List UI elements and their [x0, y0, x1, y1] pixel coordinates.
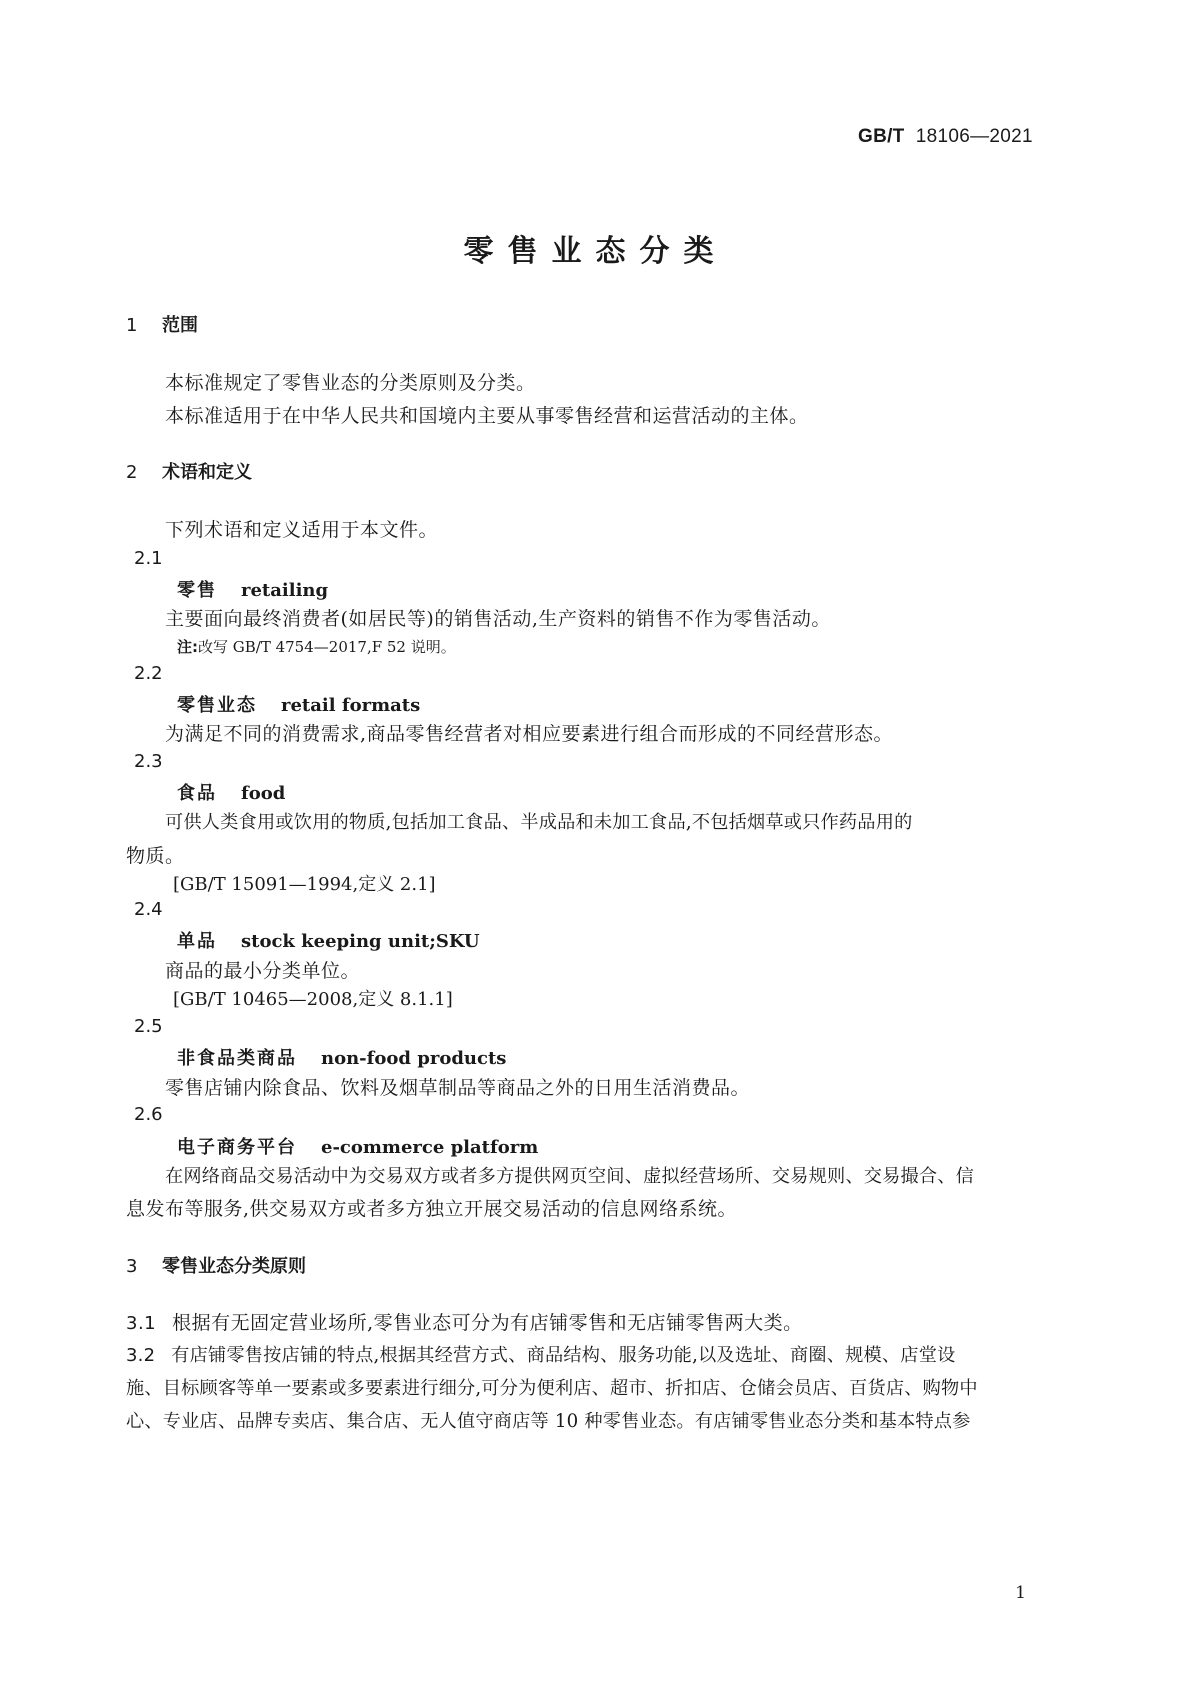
term-definition: 商品的最小分类单位。 [165, 960, 361, 982]
term-number: 2.1 [134, 548, 163, 569]
term-number: 2.4 [134, 899, 163, 920]
term-source: [GB/T 10465—2008,定义 8.1.1] [173, 989, 453, 1010]
section-heading-2: 2 术语和定义 [126, 462, 252, 483]
term-definition: 零售店铺内除食品、饮料及烟草制品等商品之外的日用生活消费品。 [165, 1077, 751, 1099]
clause-3-2-continued: 心、专业店、品牌专卖店、集合店、无人值守商店等 10 种零售业态。有店铺零售业态分类和基本特点参 [126, 1411, 971, 1432]
term-number: 2.6 [134, 1104, 163, 1125]
standard-code: GB/T 18106—2021 [858, 126, 1033, 147]
term-definition: 在网络商品交易活动中为交易双方或者多方提供网页空间、虚拟经营场所、交易规则、交易撮合、信 [165, 1166, 975, 1187]
term-heading: 电子商务平台 e-commerce platform [177, 1137, 539, 1158]
paragraph: 本标准规定了零售业态的分类原则及分类。 [165, 372, 536, 394]
section-heading-3: 3 零售业态分类原则 [126, 1256, 306, 1277]
clause-3-2: 3.2 有店铺零售按店铺的特点,根据其经营方式、商品结构、服务功能,以及选址、商圈、规模、店堂设 [126, 1345, 956, 1366]
term-number: 2.3 [134, 751, 163, 772]
term-heading: 食品 food [177, 783, 286, 804]
term-heading: 零售业态 retail formats [177, 695, 421, 716]
term-definition-continued: 息发布等服务,供交易双方或者多方独立开展交易活动的信息网络系统。 [126, 1198, 738, 1220]
term-definition: 为满足不同的消费需求,商品零售经营者对相应要素进行组合而形成的不同经营形态。 [165, 723, 894, 745]
clause-3-2-continued: 施、目标顾客等单一要素或多要素进行细分,可分为便利店、超市、折扣店、仓储会员店、百货店、购物中 [126, 1378, 978, 1399]
term-number: 2.5 [134, 1016, 163, 1037]
term-heading: 非食品类商品 non-food products [177, 1048, 507, 1069]
paragraph: 本标准适用于在中华人民共和国境内主要从事零售经营和运营活动的主体。 [165, 405, 809, 427]
document-title: 零售业态分类 [463, 234, 728, 269]
term-source: [GB/T 15091—1994,定义 2.1] [173, 874, 436, 895]
term-definition: 可供人类食用或饮用的物质,包括加工食品、半成品和未加工食品,不包括烟草或只作药品用的 [165, 812, 913, 833]
term-note: 注:改写 GB/T 4754—2017,F 52 说明。 [177, 638, 456, 656]
term-heading: 零售 retailing [177, 580, 329, 601]
term-heading: 单品 stock keeping unit;SKU [177, 931, 480, 952]
clause-3-1: 3.1 根据有无固定营业场所,零售业态可分为有店铺零售和无店铺零售两大类。 [126, 1312, 803, 1334]
term-definition: 主要面向最终消费者(如居民等)的销售活动,生产资料的销售不作为零售活动。 [165, 608, 831, 630]
term-number: 2.2 [134, 663, 163, 684]
term-definition-continued: 物质。 [126, 845, 185, 867]
page-number: 1 [1015, 1583, 1026, 1603]
paragraph: 下列术语和定义适用于本文件。 [165, 519, 439, 541]
section-heading-1: 1 范围 [126, 315, 198, 336]
